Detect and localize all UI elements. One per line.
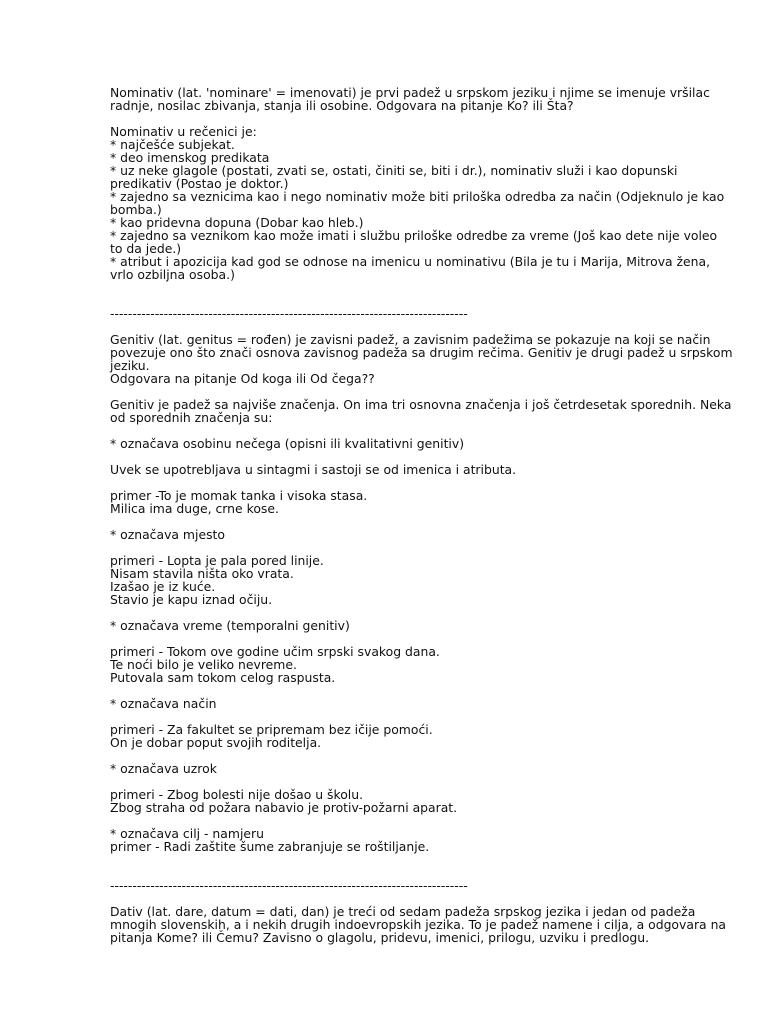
text-paragraph [110,788,728,814]
text-line: Te noći bilo je veliko nevreme. [110,657,297,672]
text-line: primeri - Lopta je pala pored linije. [110,553,324,568]
text-line: -------------------------------------------------------------------------------- [110,878,468,893]
text-line: jeziku. [110,358,150,373]
text-line: Nominativ u rečenici je: [110,124,257,139]
text-line: predikativ (Postao je doktor.) [110,176,289,191]
text-paragraph [110,905,728,944]
text-line: pitanja Kome? ili Čemu? Zavisno o glagolu, pridevu, imenici, prilogu, uzviku i predlogu. [110,930,650,945]
text-line: Stavio je kapu iznad očiju. [110,592,273,607]
text-paragraph [110,397,732,425]
text-line: primeri - Za fakultet se pripremam bez ičije pomoći. [110,722,433,737]
text-paragraph [110,489,728,515]
text-paragraph [110,437,728,450]
text-line: * označava osobinu nečega (opisni ili kvalitativni genitiv) [110,436,465,451]
text-line: Nisam stavila ništa oko vrata. [110,566,294,581]
text-line: * uz neke glagole (postati, zvati se, ostati, činiti se, biti i dr.), nominativ služi i kao dopunski [110,163,678,178]
text-line: * zajedno sa veznicima kao i nego nominativ može biti priloška odredba za način (Odjeknulo je kao [110,189,725,204]
text-paragraph [110,697,728,710]
text-line: Putovala sam tokom celog raspusta. [110,670,336,685]
text-line: mnogih slovenskih, a i nekih drugih indoevropskih jezika. To je padež namene i cilja, a odgovara na [110,917,727,932]
text-line: * označava mjesto [110,527,225,542]
text-line: primer - Radi zaštite šume zabranjuje se roštiljanje. [110,839,430,854]
text-line: * označava cilj - namjeru [110,826,264,841]
text-line: bomba.) [110,202,162,217]
text-line: * označava uzrok [110,761,217,776]
text-line: primeri - Tokom ove godine učim srpski svakog dana. [110,644,440,659]
text-paragraph [110,307,728,320]
text-line: Milica ima duge, crne kose. [110,501,279,516]
text-line: Izašao je iz kuće. [110,579,216,594]
text-paragraph [110,332,733,386]
text-line: * označava vreme (temporalni genitiv) [110,618,350,633]
text-paragraph [110,554,728,606]
text-paragraph [110,125,728,281]
text-line: * označava način [110,696,217,711]
text-line: vrlo ozbiljna osoba.) [110,267,235,282]
text-paragraph [110,528,728,541]
text-line: povezuje ono što znači osnova zavisnog padeža sa drugim rečima. Genitiv je drugi padež u srpskom [110,345,733,360]
text-line: Zbog straha od požara nabavio je protiv-požarni aparat. [110,800,458,815]
text-paragraph [110,762,728,775]
text-paragraph [110,463,728,476]
text-line: Genitiv je padež sa najviše značenja. On ima tri osnovna značenja i još četrdesetak sporednih. Neka [110,397,732,412]
text-paragraph [110,827,728,853]
text-line: to da jede.) [110,241,182,256]
paragraph-spacer [110,281,728,307]
text-line: Dativ (lat. dare, datum = dati, dan) je treći od sedam padeža srpskog jezika i jedan od padeža [110,904,696,919]
text-line: * zajedno sa veznikom kao može imati i službu priloške odredbe za vreme (Još kao dete nije voleo [110,228,718,243]
text-line: Nominativ (lat. 'nominare' = imenovati) je prvi padež u srpskom jeziku i njime se imenuje vršilac [110,85,710,100]
text-line: radnje, nosilac zbivanja, stanja ili osobine. Odgovara na pitanje Ko? ili Šta? [110,98,574,113]
text-paragraph [110,723,728,749]
text-paragraph [110,619,728,632]
text-line: * deo imenskog predikata [110,150,270,165]
paragraph-spacer [110,853,728,879]
text-line: -------------------------------------------------------------------------------- [110,306,468,321]
text-line: On je dobar poput svojih roditelja. [110,735,322,750]
text-paragraph [110,86,728,112]
text-line: * kao pridevna dopuna (Dobar kao hleb.) [110,215,364,230]
text-line: * najčešće subjekat. [110,137,235,152]
text-line: primeri - Zbog bolesti nije došao u školu. [110,787,364,802]
text-paragraph [110,879,728,892]
text-line: Genitiv (lat. genitus = rođen) je zavisni padež, a zavisnim padežima se pokazuje na koji se način [110,332,711,347]
text-line: primer -To je momak tanka i visoka stasa. [110,488,368,503]
text-line: Uvek se upotrebljava u sintagmi i sastoji se od imenica i atributa. [110,462,517,477]
text-line: * atribut i apozicija kad god se odnose na imenicu u nominativu (Bila je tu i Marija, Mitrova žena, [110,254,711,269]
text-line: Odgovara na pitanje Od koga ili Od čega?? [110,371,375,386]
text-line: od sporednih značenja su: [110,410,273,425]
text-paragraph [110,645,728,684]
